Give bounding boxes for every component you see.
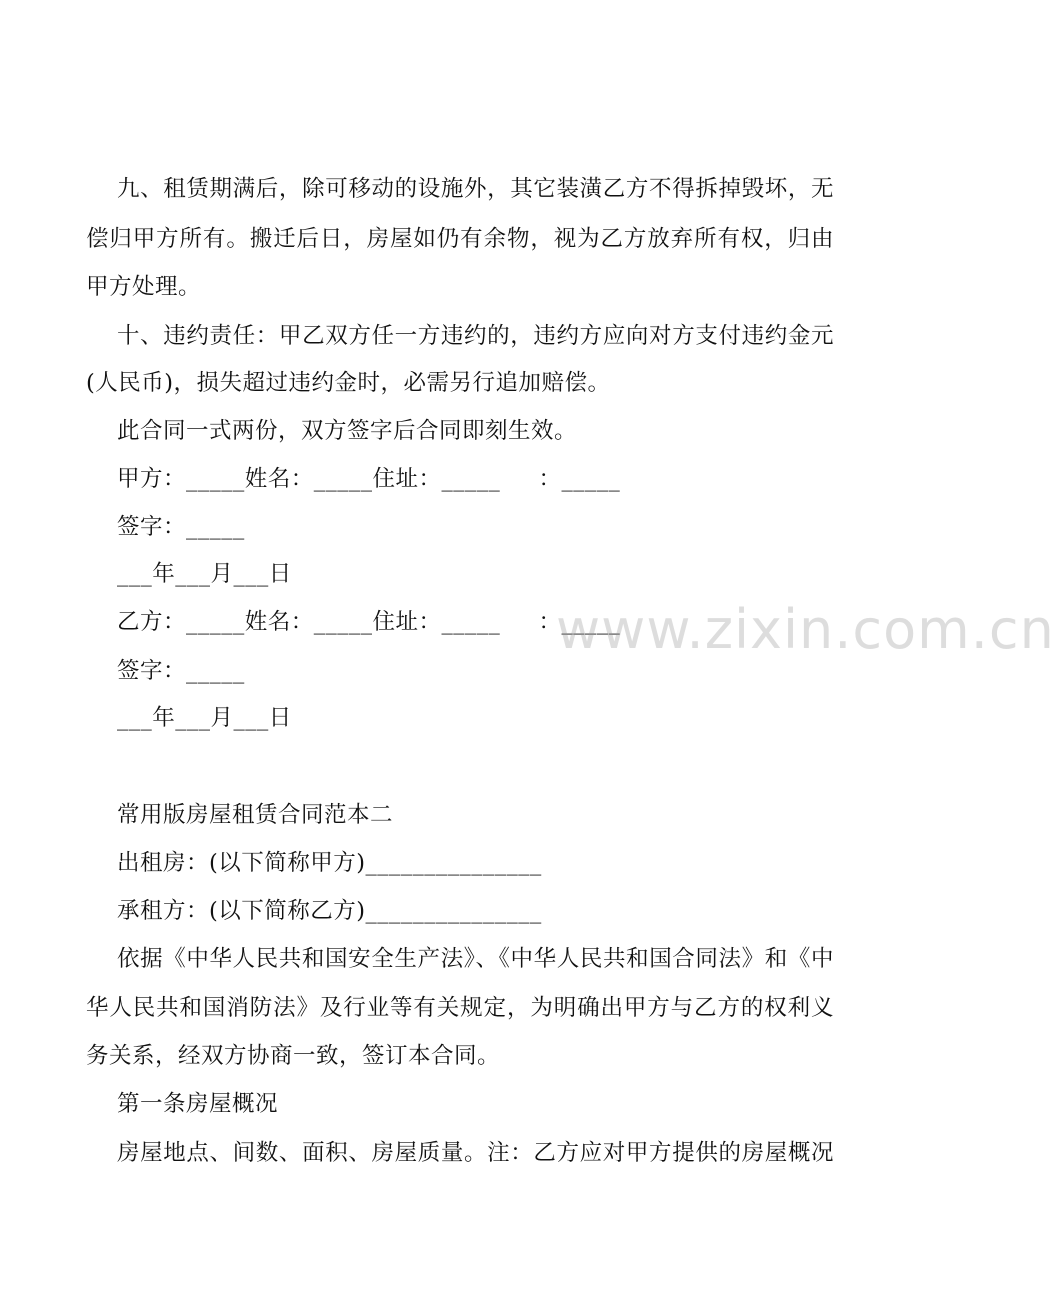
party-a-signature-line: 签字：_____ (117, 514, 245, 540)
article-1-title: 第一条房屋概况 (117, 1091, 279, 1117)
clause-9-line-1: 九、租赁期满后，除可移动的设施外，其它装潢乙方不得拆掉毁坏，无 (117, 176, 834, 202)
article-1-line-1: 房屋地点、间数、面积、房屋质量。注：乙方应对甲方提供的房屋概况 (117, 1140, 834, 1166)
lessor-line: 出租房：(以下简称甲方)_______________ (117, 850, 542, 876)
basis-line-1: 依据《中华人民共和国安全生产法》、《中华人民共和国合同法》和《中 (117, 946, 834, 972)
party-b-signature-line: 签字：_____ (117, 658, 245, 684)
party-a-date-line: ___年___月___日 (117, 561, 292, 587)
basis-line-2: 华人民共和国消防法》及行业等有关规定，为明确出甲方与乙方的权利义 (86, 995, 834, 1021)
clause-9-line-2: 偿归甲方所有。搬迁后日，房屋如仍有余物，视为乙方放弃所有权，归由 (86, 226, 834, 252)
party-a-info-line: 甲方：_____姓名：_____住址：_____ ：_____ (117, 466, 621, 492)
clause-10-line-1: 十、违约责任：甲乙双方任一方违约的，违约方应向对方支付违约金元 (117, 323, 834, 349)
clause-10-line-2: (人民币)，损失超过违约金时，必需另行追加赔偿。 (86, 370, 611, 396)
site-watermark: www.zixin.com.cn (556, 598, 1055, 661)
section-title: 常用版房屋租赁合同范本二 (117, 802, 394, 828)
clause-9-line-3: 甲方处理。 (86, 274, 202, 300)
party-b-info-line: 乙方：_____姓名：_____住址：_____ ：_____ (117, 609, 621, 635)
basis-line-3: 务关系，经双方协商一致，签订本合同。 (86, 1043, 501, 1069)
lessee-line: 承租方：(以下简称乙方)_______________ (117, 898, 542, 924)
contract-effect-text: 此合同一式两份，双方签字后合同即刻生效。 (117, 418, 578, 444)
party-b-date-line: ___年___月___日 (117, 705, 292, 731)
